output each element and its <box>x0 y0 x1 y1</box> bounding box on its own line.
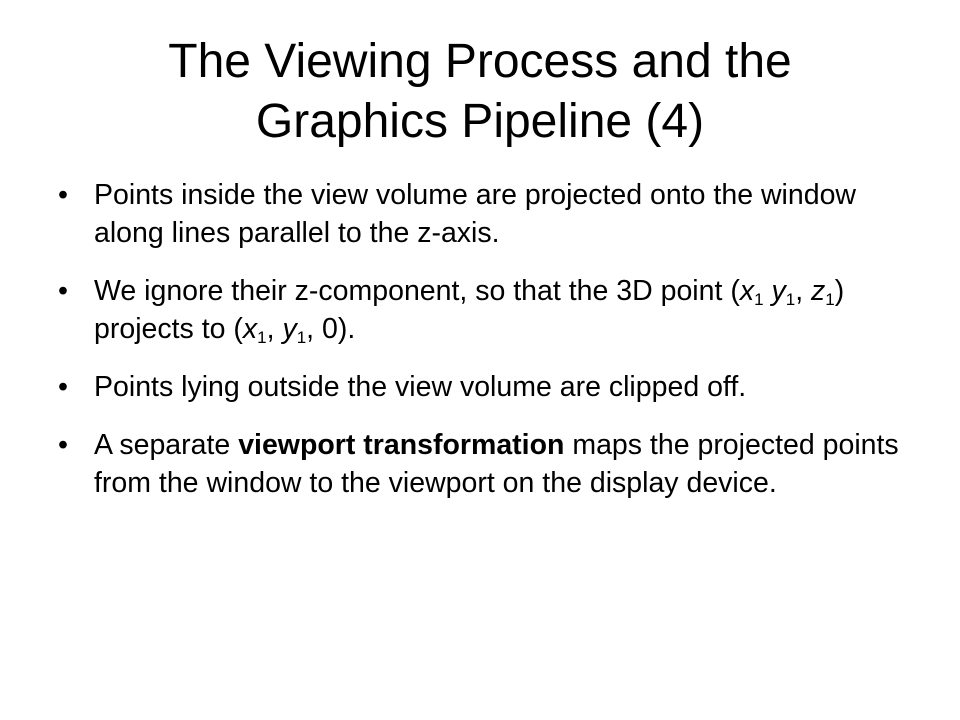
bullet-marker: • <box>58 371 68 403</box>
emphasized-term: viewport transformation <box>238 429 565 461</box>
subscript: 1 <box>785 290 796 309</box>
bullet-text-segment: We ignore their z-component, so that the 3D point ( <box>94 275 740 307</box>
bullet-marker: • <box>58 275 68 307</box>
bullet-text: Points lying outside the view volume are clipped off. <box>94 371 747 403</box>
bullet-text <box>94 429 899 499</box>
slide-title <box>60 32 900 152</box>
bullet-item-z-component <box>58 272 908 348</box>
math-y: y <box>282 313 297 345</box>
subscript: 1 <box>296 328 307 347</box>
bullet-item-projection <box>58 176 908 252</box>
bullet-marker: • <box>58 429 68 461</box>
bullet-marker: • <box>58 179 68 211</box>
bullet-item-clipping <box>58 368 908 406</box>
subscript: 1 <box>754 290 764 309</box>
subscript: 1 <box>257 328 267 347</box>
bullet-text-segment: A separate <box>94 429 239 461</box>
math-comma: , <box>266 313 283 345</box>
bullet-item-viewport-transformation <box>58 426 908 502</box>
math-y: y <box>771 275 786 307</box>
math-x: x <box>242 313 258 345</box>
bullet-text <box>94 275 844 345</box>
slide-title-line-2: Graphics Pipeline (4) <box>255 95 705 148</box>
bullet-text-segment: , 0). <box>306 313 356 345</box>
slide-title-line-1: The Viewing Process and the <box>168 35 792 88</box>
bullet-text-segment: maps the projected points from the window to the viewport on the display device. <box>94 429 899 499</box>
bullet-list <box>58 176 908 522</box>
math-comma: , <box>795 275 812 307</box>
math-x: x <box>739 275 755 307</box>
math-z: z <box>811 275 826 307</box>
subscript: 1 <box>825 290 835 309</box>
bullet-text: Points inside the view volume are projected onto the window along lines parallel to the z-axis. <box>94 179 857 249</box>
bullet-text-segment: ) projects to ( <box>94 275 845 345</box>
